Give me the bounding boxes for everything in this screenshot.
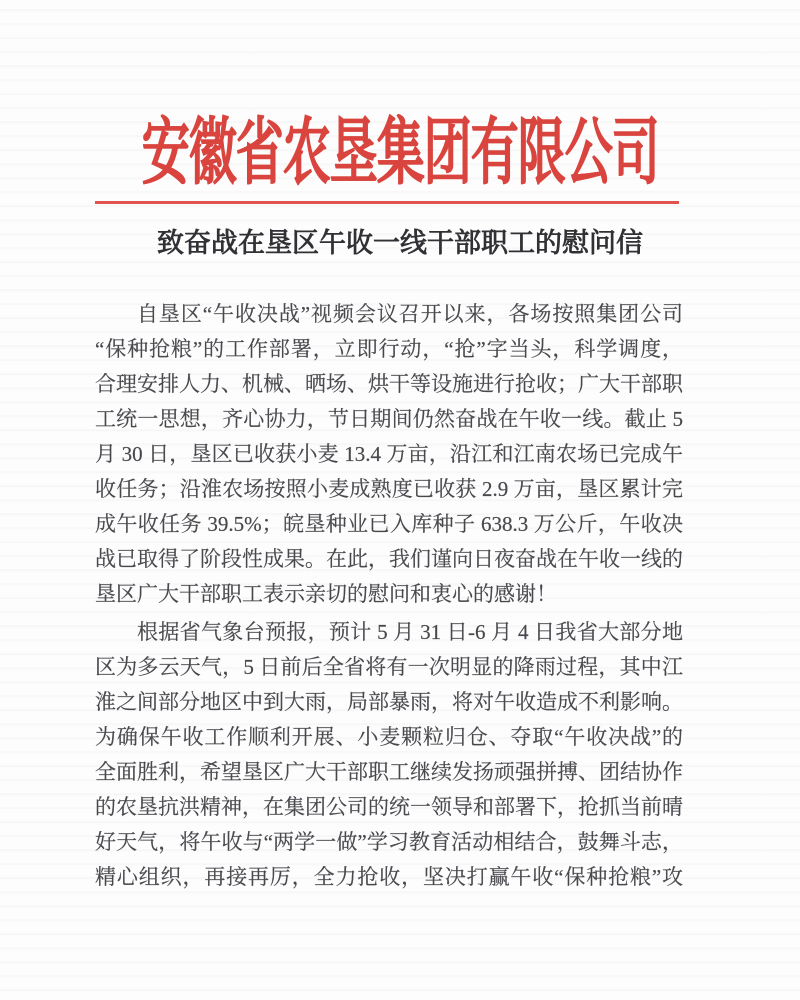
paragraph-2 [95,615,683,895]
text-line: 精心组织，再接再厉，全力抢收，坚决打赢午收“保种抢粮”攻 [95,865,683,889]
text-line: 战已取得了阶段性成果。在此，我们谨向日夜奋战在午收一线的 [95,547,683,571]
letterhead [0,106,800,202]
text-line: 月 30 日，垦区已收获小麦 13.4 万亩，沿江和江南农场已完成午 [95,442,683,466]
document-title: 致奋战在垦区午收一线干部职工的慰问信 [157,228,643,258]
text-line: 成午收任务 39.5%；皖垦种业已入库种子 638.3 万公斤，午收决 [95,512,683,536]
text-line: 为确保午收工作顺利开展、小麦颗粒归仓、夺取“午收决战”的 [95,725,683,749]
text-line: 的农垦抗洪精神，在集团公司的统一领导和部署下，抢抓当前晴 [95,795,683,819]
letterhead-rule [95,201,679,204]
text-line: “保种抢粮”的工作部署，立即行动，“抢”字当头，科学调度， [95,337,683,361]
paragraph-1 [95,297,683,612]
text-line: 好天气，将午收与“两学一做”学习教育活动相结合，鼓舞斗志， [95,830,683,854]
text-line: 工统一思想，齐心协力，节日期间仍然奋战在午收一线。截止 5 [95,407,683,431]
text-line: 区为多云天气，5 日前后全省将有一次明显的降雨过程，其中江 [95,655,683,679]
text-line: 根据省气象台预报，预计 5 月 31 日-6 月 4 日我省大部分地 [137,620,683,644]
text-line: 淮之间部分地区中到大雨，局部暴雨，将对午收造成不利影响。 [95,690,683,714]
letter-body [95,297,683,895]
text-line: 全面胜利，希望垦区广大干部职工继续发扬顽强拼搏、团结协作 [95,760,683,784]
letterhead-title: 安徽省农垦集团有限公司 [141,112,659,194]
text-line: 合理安排人力、机械、晒场、烘干等设施进行抢收；广大干部职 [95,372,683,396]
text-line: 自垦区“午收决战”视频会议召开以来，各场按照集团公司 [137,302,683,326]
text-line: 垦区广大干部职工表示亲切的慰问和衷心的感谢！ [95,582,557,606]
text-line: 收任务；沿淮农场按照小麦成熟度已收获 2.9 万亩，垦区累计完 [95,477,683,501]
